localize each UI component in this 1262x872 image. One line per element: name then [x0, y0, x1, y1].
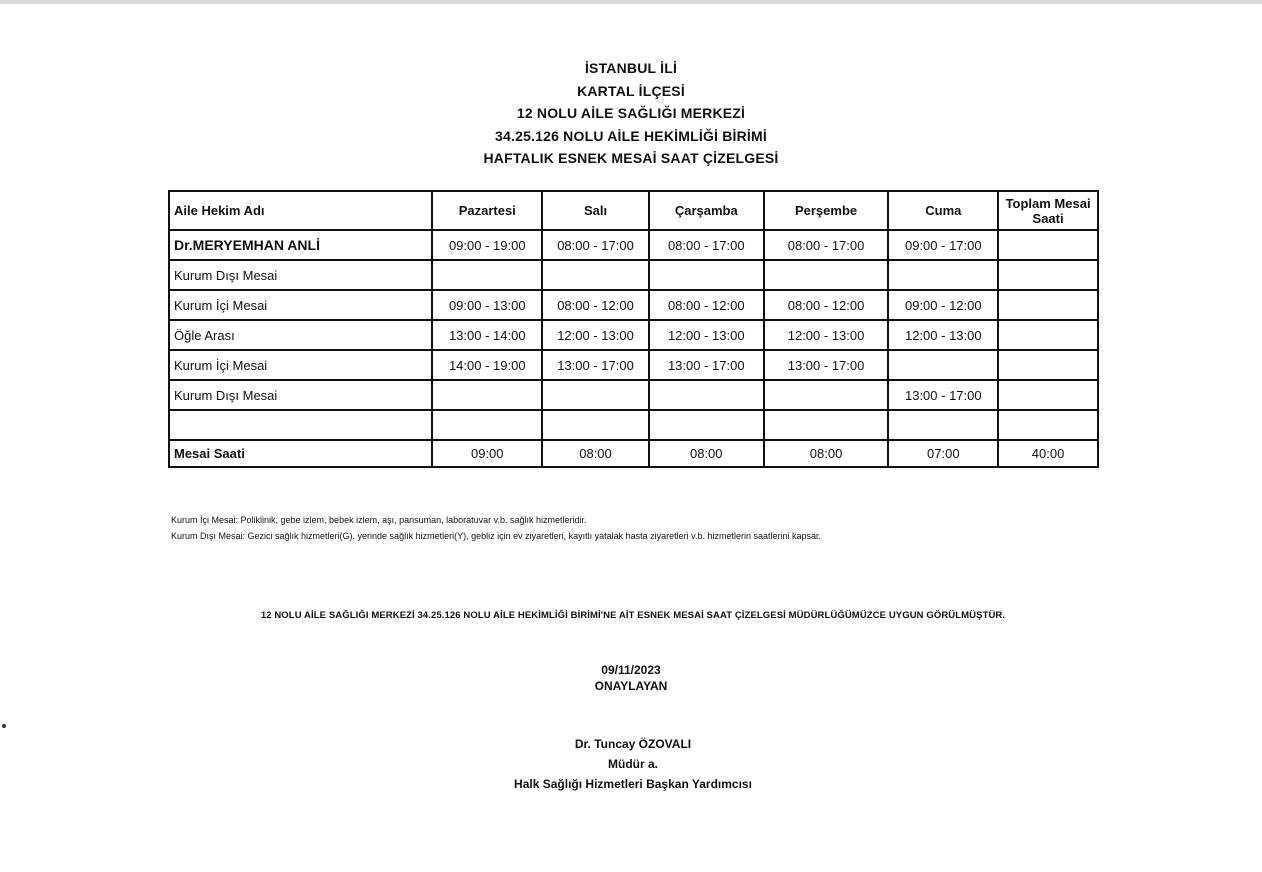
total-cell: 09:00: [432, 440, 542, 467]
table-cell: [649, 410, 764, 440]
table-cell: 08:00 - 17:00: [764, 230, 889, 260]
row-label: Kurum İçi Mesai: [169, 350, 432, 380]
table-cell: [764, 380, 889, 410]
table-row: [169, 320, 1098, 350]
signatory-role: Müdür a.: [608, 757, 658, 771]
table-cell: [998, 380, 1098, 410]
total-cell: 08:00: [764, 440, 889, 467]
total-cell: 08:00: [649, 440, 764, 467]
table-cell: 09:00 - 17:00: [888, 230, 998, 260]
header-health-center: 12 NOLU AİLE SAĞLIĞI MERKEZİ: [516, 105, 746, 121]
table-cell: [764, 410, 889, 440]
schedule-table: [168, 190, 1099, 468]
table-cell: 13:00 - 17:00: [888, 380, 998, 410]
table-cell: [998, 410, 1098, 440]
table-cell: 13:00 - 17:00: [764, 350, 889, 380]
table-cell: 08:00 - 17:00: [542, 230, 649, 260]
footnotes: [171, 512, 821, 544]
table-cell: 13:00 - 17:00: [542, 350, 649, 380]
header-province: İSTANBUL İLİ: [584, 60, 678, 76]
table-cell: [888, 350, 998, 380]
table-cell: 12:00 - 13:00: [542, 320, 649, 350]
table-cell: 12:00 - 13:00: [649, 320, 764, 350]
header-unit: 34.25.126 NOLU AİLE HEKİMLİĞİ BİRİMİ: [495, 127, 767, 144]
table-cell: 08:00 - 12:00: [764, 290, 889, 320]
table-total-row: [169, 440, 1098, 467]
header-cell-friday: Cuma: [888, 191, 998, 230]
header-district: KARTAL İLÇESİ: [577, 82, 685, 99]
table-cell: 09:00 - 19:00: [432, 230, 542, 260]
signature-block: [0, 734, 1262, 794]
table-row: [169, 410, 1098, 440]
weekly-total-cell: 40:00: [998, 440, 1098, 467]
approver-label: ONAYLAYAN: [594, 679, 668, 693]
table-cell: [542, 260, 649, 290]
table-cell: 14:00 - 19:00: [432, 350, 542, 380]
header-cell-tuesday: Salı: [542, 191, 649, 230]
table-cell: 13:00 - 14:00: [432, 320, 542, 350]
document-header: [0, 57, 1262, 170]
scan-top-edge: [0, 0, 1262, 4]
table-cell: [998, 290, 1098, 320]
approval-statement: 12 NOLU AİLE SAĞLIĞI MERKEZİ 34.25.126 NOLU AİLE HEKİMLİĞİ BİRİMİ'NE AİT ESNEK MESAİ SAAT ÇİZELGESİ MÜDÜRLÜĞÜMÜZCE UYGUN GÖRÜLMÜŞTÜR.: [260, 610, 1006, 621]
table-row: [169, 230, 1098, 260]
row-label: Dr.MERYEMHAN ANLİ: [169, 230, 432, 260]
row-label: Kurum Dışı Mesai: [169, 260, 432, 290]
table-cell: 09:00 - 13:00: [432, 290, 542, 320]
table-cell: 12:00 - 13:00: [764, 320, 889, 350]
table-header-row: [169, 191, 1098, 230]
table-cell: 12:00 - 13:00: [888, 320, 998, 350]
total-row-label: Mesai Saati: [169, 440, 432, 467]
header-cell-monday: Pazartesi: [432, 191, 542, 230]
row-label: Kurum İçi Mesai: [169, 290, 432, 320]
footnote-external-hours: Kurum Dışı Mesai: Gezici sağlık hizmetleri(G), yerinde sağlık hizmetleri(Y), gebliz için ev ziyaretleri, kayıtlı yatalak hasta ziyaretleri v.b. hizmetlerin saatlerini kapsar.: [171, 531, 822, 541]
table-cell: [432, 410, 542, 440]
header-cell-wednesday: Çarşamba: [649, 191, 764, 230]
table-cell: [649, 380, 764, 410]
table-cell: [542, 380, 649, 410]
signatory-title: Halk Sağlığı Hizmetleri Başkan Yardımcısı: [514, 777, 752, 791]
footnote-internal-hours: Kurum İçi Mesai: Poliklinik, gebe izlem, bebek izlem, aşı, pansuman, laboratuvar v.b. sağlık hizmetleridir.: [171, 515, 587, 525]
table-cell: 08:00 - 12:00: [542, 290, 649, 320]
table-cell: [888, 260, 998, 290]
table-cell: 13:00 - 17:00: [649, 350, 764, 380]
table-cell: [998, 260, 1098, 290]
table-cell: [888, 410, 998, 440]
table-cell: 09:00 - 12:00: [888, 290, 998, 320]
row-label: Öğle Arası: [169, 320, 432, 350]
table-row: [169, 290, 1098, 320]
document-title: HAFTALIK ESNEK MESAİ SAAT ÇİZELGESİ: [483, 150, 779, 166]
table-cell: [998, 320, 1098, 350]
header-cell-thursday: Perşembe: [764, 191, 889, 230]
header-cell-total: Toplam Mesai Saati: [998, 191, 1098, 230]
table-row: [169, 260, 1098, 290]
total-cell: 07:00: [888, 440, 998, 467]
table-cell: [649, 260, 764, 290]
table-cell: [432, 380, 542, 410]
table-cell: [432, 260, 542, 290]
scan-speck: [2, 724, 6, 728]
row-label: [169, 410, 432, 440]
header-cell-doctor: Aile Hekim Adı: [169, 191, 432, 230]
table-cell: [998, 230, 1098, 260]
signatory-name: Dr. Tuncay ÖZOVALI: [574, 737, 692, 751]
total-cell: 08:00: [542, 440, 649, 467]
table-row: [169, 380, 1098, 410]
table-cell: 08:00 - 17:00: [649, 230, 764, 260]
table-cell: [764, 260, 889, 290]
table-cell: [998, 350, 1098, 380]
approval-date: 09/11/2023: [601, 663, 661, 677]
row-label: Kurum Dışı Mesai: [169, 380, 432, 410]
table-cell: 08:00 - 12:00: [649, 290, 764, 320]
table-row: [169, 350, 1098, 380]
approval-date-block: [0, 662, 1262, 694]
table-cell: [542, 410, 649, 440]
